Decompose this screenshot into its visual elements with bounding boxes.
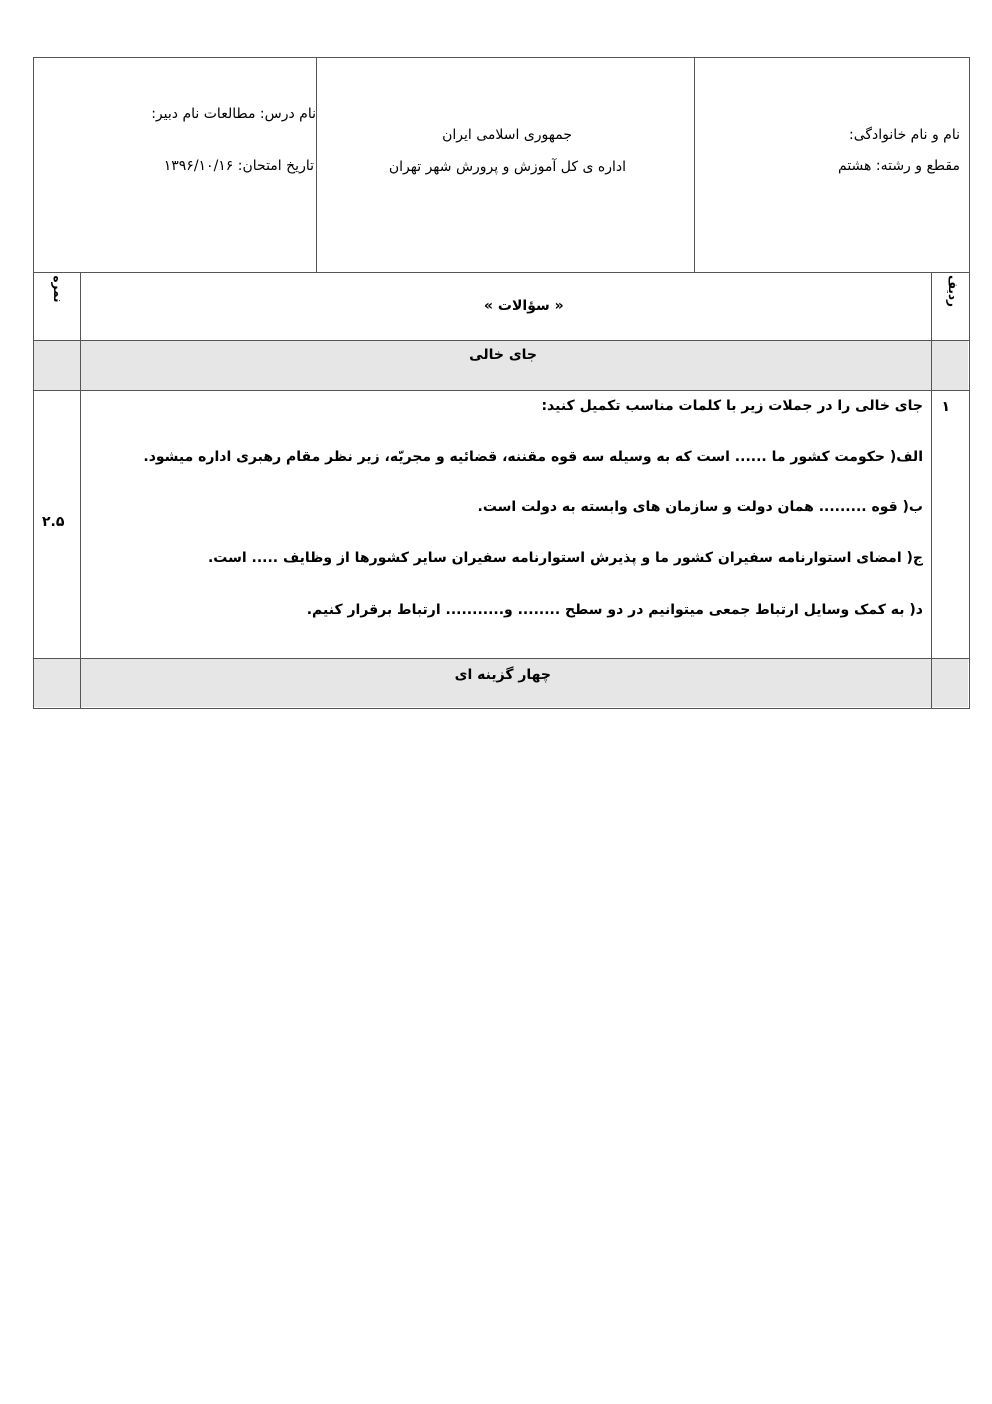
country-title: جمهوری اسلامی ایران: [442, 127, 572, 143]
question-item-alef: الف( حکومت کشور ما ...... است که به وسیله سه قوه مقننه، قضائیه و مجریّه، زیر نظر مقام رهبری اداره میشود.: [143, 449, 923, 465]
question-number: ۱: [941, 399, 950, 415]
exam-date-label: تاریخ امتحان: ۱۳۹۶/۱۰/۱۶: [163, 158, 314, 174]
grade-label: مقطع و رشته: هشتم: [838, 158, 960, 174]
question-instruction: جای خالی را در جملات زیر با کلمات مناسب تکمیل کنید:: [541, 398, 923, 414]
score-column-header: نمره: [51, 275, 65, 303]
question-score: ۲.۵: [42, 514, 65, 530]
question-item-jim: ج( امضای استوارنامه سفیران کشور ما و پذیرش استوارنامه سفیران سایر کشورها از وظایف ..... است.: [207, 550, 923, 566]
questions-header: « سؤالات »: [484, 298, 564, 314]
question-item-dal: د( به کمک وسایل ارتباط جمعی میتوانیم در دو سطح ........ و........... ارتباط برقرار کنیم.: [306, 602, 923, 618]
section1-title: جای خالی: [469, 347, 537, 363]
section1-bottom-line: [33, 390, 970, 391]
education-office-title: اداره ی کل آموزش و پرورش شهر تهران: [388, 159, 626, 175]
questions-header-bottom-line: [33, 340, 970, 341]
header-bottom-line: [33, 272, 970, 273]
header-divider-left: [316, 57, 317, 272]
score-column-divider: [80, 272, 81, 709]
question1-bottom-line: [33, 658, 970, 659]
subject-teacher-label: نام درس: مطالعات نام دبیر:: [151, 106, 316, 122]
row-column-divider: [931, 272, 932, 709]
question-item-be: ب( قوه ......... همان دولت و سازمان های وابسته به دولت است.: [477, 499, 923, 515]
header-divider-right: [694, 57, 695, 272]
section2-title: چهار گزینه ای: [454, 667, 551, 683]
row-column-header: ردیف: [946, 275, 960, 307]
student-name-label: نام و نام خانوادگی:: [849, 127, 960, 143]
